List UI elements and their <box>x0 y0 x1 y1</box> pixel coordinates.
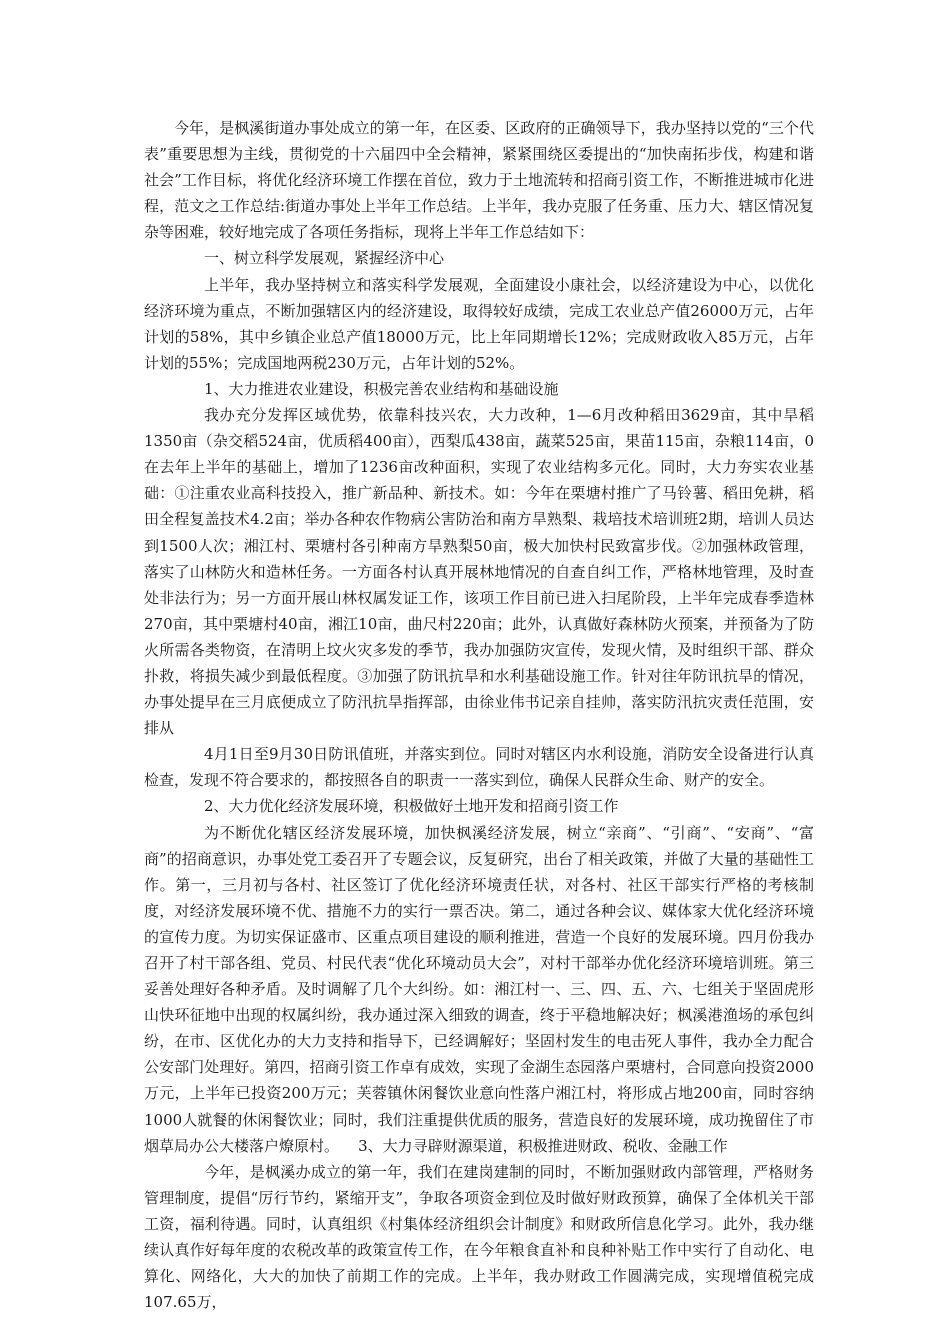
paragraph-economy: 上半年，我办坚持树立和落实科学发展观，全面建设小康社会，以经济建设为中心，以优化经济环境为重点，不断加强辖区内的经济建设，取得较好成绩，完成工农业总产值26000万元，占年计划的58%，其中乡镇企业总产值18000万元，比上年同期增长12%；完成财政收入85万元，占年计划的55%；完成国地两税230万元，占年计划的52%。 <box>144 275 814 372</box>
section-heading-agriculture: 1、大力推进农业建设，积极完善农业结构和基础设施 <box>204 379 559 398</box>
section-heading-environment: 2、大力优化经济发展环境，积极做好土地开发和招商引资工作 <box>204 797 619 816</box>
paragraph-finance: 今年，是枫溪办成立的第一年，我们在建岗建制的同时，不断加强财政内部管理，严格财务管理制度，提倡“厉行节约，紧缩开支”，争取各项资金到位及时做好财政预算，确保了全体机关干部工资，福利待遇。同时，认真组织《村集体经济组织会计制度》和财政所信息化学习。此外，我办继续认真作好每年度的农税改革的政策宣传工作，在今年粮食直补和良种补贴工作中实行了自动化、电算化、网络化，大大的加快了前期工作的完成。上半年，我办财政工作圆满完成，实现增值税完成107.65万， <box>144 1162 814 1312</box>
section-heading-finance: 3、大力寻辟财源渠道，积极推进财政、税收、金融工作 <box>358 1136 728 1155</box>
paragraph-environment <box>144 820 814 1159</box>
intro-paragraph: 今年，是枫溪街道办事处成立的第一年，在区委、区政府的正确领导下，我办坚持以党的“三个代表”重要思想为主线，贯彻党的十六届四中全会精神，紧紧围绕区委提出的“加快南拓步伐，构建和谐社会”工作目标，将优化经济环境工作摆在首位，致力于土地流转和招商引资工作，不断推进城市化进程，范文之工作总结:街道办事处上半年工作总结。上半年，我办克服了任务重、压力大、辖区情况复杂等困难，较好地完成了各项任务指标，现将上半年工作总结如下： <box>144 119 814 242</box>
paragraph-agriculture: 我办充分发挥区域优势，依靠科技兴农，大力改种，1—6月改种稻田3629亩，其中旱稻1350亩（杂交稻524亩，优质稻400亩），西梨瓜438亩，蔬菜525亩，果苗115亩，杂粮114亩，0在去年上半年的基础上，增加了1236亩改种面积，实现了农业结构多元化。同时，大力夯实农业基础：①注重农业高科技投入，推广新品种、新技术。如：今年在栗塘村推广了马铃薯、稻田免耕，稻田全程复盖技术4.2亩；举办各种农作物病公害防治和南方旱熟梨、栽培技术培训班2期，培训人员达到1500人次；湘江村、栗塘村各引种南方旱熟梨50亩，极大加快村民致富步伐。②加强林政管理，落实了山林防火和造林任务。一方面各村认真开展林地情况的自查自纠工作，严格林地管理，及时查处非法行为；另一方面开展山林权属发证工作，该项工作目前已进入扫尾阶段，上半年完成春季造林270亩，其中栗塘村40亩，湘江10亩，曲尺村220亩；此外，认真做好森林防火预案，并预备为了防火所需各类物资，在清明上坟火灾多发的季节，我办加强防灾宣传，发现火情，及时组织干部、群众扑救，将损失减少到最低程度。③加强了防讯抗旱和水利基础设施工作。针对往年防讯抗旱的情况，办事处提早在三月底便成立了防汛抗旱指挥部，由徐业伟书记亲自挂帅，落实防汛抗灾责任范围，安排从 <box>144 406 814 738</box>
paragraph-environment-text: 为不断优化辖区经济发展环境，加快枫溪经济发展，树立“亲商”、“引商”、“安商”、“富商”的招商意识，办事处党工委召开了专题会议，反复研究，出台了相关政策，并做了大量的基础性工作。第一，三月初与各村、社区签订了优化经济环境责任状，对各村、社区干部实行严格的考核制度，对经济发展环境不优、措施不力的实行一票否决。第二，通过各种会议、媒体家大优化经济环境的宣传力度。为切实保证盛市、区重点项目建设的顺利推进，营造一个良好的发展环境。四月份我办召开了村干部各组、党员、村民代表“优化环境动员大会”，对村干部举办优化经济环境培训班。第三妥善处理好各种矛盾。及时调解了几个大纠纷。如：湘江村一、三、四、五、六、七组关于坚固虎形山快环征地中出现的权属纠纷，我办通过深入细致的调查，终于平稳地解决好；枫溪港渔场的承包纠纷，在市、区优化办的大力支持和指导下，已经调解好；坚固村发生的电击死人事件，我办全力配合公安部门处理好。第四，招商引资工作卓有成效，实现了金湖生态园落户栗塘村，合同意向投资2000万元，上半年已投资200万元；芙蓉镇休闲餐饮业意向性落户湘江村，将形成占地200亩，同时容纳1000人就餐的休闲餐饮业；同时，我们注重提供优质的服务，营造良好的发展环境，成功挽留住了市烟草局办公大楼落户燎原村。 <box>144 823 814 1155</box>
paragraph-flood-duty: 4月1日至9月30日防讯值班，并落实到位。同时对辖区内水利设施，消防安全设备进行认真检查，发现不符合要求的，都按照各自的职责一一落实到位，确保人民群众生命、财产的安全。 <box>144 745 814 790</box>
section-heading-1: 一、树立科学发展观，紧握经济中心 <box>204 249 445 268</box>
